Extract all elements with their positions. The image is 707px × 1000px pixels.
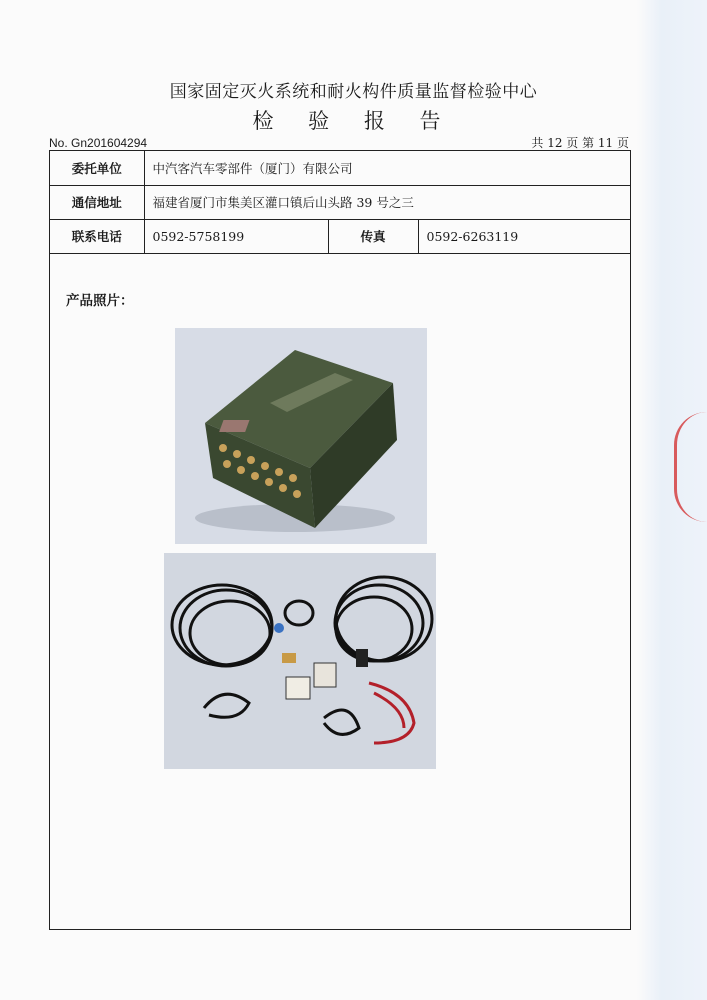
phone-value: 0592-5758199 xyxy=(144,219,328,253)
address-row xyxy=(50,185,630,219)
client-row xyxy=(50,151,630,185)
client-label: 委托单位 xyxy=(50,151,144,185)
organization-name: 国家固定灭火系统和耐火构件质量监督检验中心 xyxy=(169,82,538,102)
client-info-table xyxy=(50,151,630,254)
fax-value: 0592-6263119 xyxy=(418,219,630,253)
report-title: 检 验 报 告 xyxy=(252,109,455,133)
page-counter: 共 12 页 第 11 页 xyxy=(531,136,629,150)
product-photo-control-box xyxy=(175,328,427,544)
fax-label: 传真 xyxy=(328,219,418,253)
report-number: No. Gn201604294 xyxy=(49,136,148,150)
phone-label: 联系电话 xyxy=(50,219,144,253)
client-value: 中汽客汽车零部件（厦门）有限公司 xyxy=(144,151,630,185)
product-photo-cables xyxy=(164,553,436,769)
seal-edge xyxy=(674,412,707,522)
product-photos-label: 产品照片： xyxy=(66,293,134,309)
report-frame xyxy=(49,150,631,930)
contact-row xyxy=(50,219,630,253)
address-value: 福建省厦门市集美区灌口镇后山头路 39 号之三 xyxy=(144,185,630,219)
address-label: 通信地址 xyxy=(50,185,144,219)
